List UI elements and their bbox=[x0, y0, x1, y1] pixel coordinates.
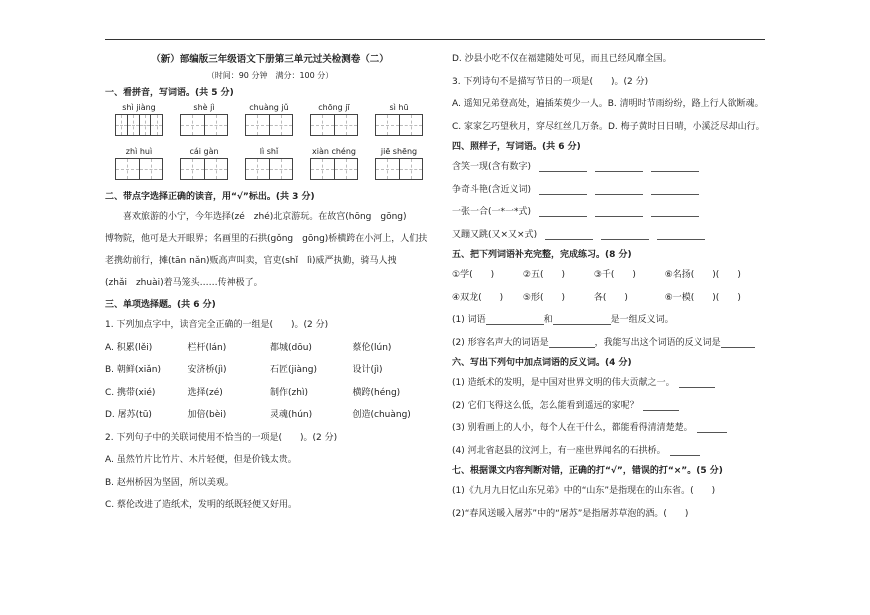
q2-option-a: A. 虽然竹片比竹片、木片轻便，但是价钱太贵。 bbox=[105, 455, 297, 465]
q-text: (2) 形容名声大的词语是 bbox=[452, 337, 549, 348]
section-1-heading: 一、看拼音，写词语。(共 5 分) bbox=[105, 88, 234, 98]
section-2-heading: 二、带点字选择正确的读音，用“√”标出。(共 3 分) bbox=[105, 192, 315, 202]
q3-options-ab: A. 遥知兄弟登高处，遍插茱萸少一人。B. 清明时节雨纷纷，路上行人欲断魂。 bbox=[452, 99, 764, 109]
tian-grid-cell[interactable] bbox=[311, 115, 335, 135]
antonym-item bbox=[452, 372, 764, 395]
answer-blank[interactable] bbox=[553, 314, 611, 325]
fill-item: ①学( ) bbox=[452, 270, 495, 280]
exam-info: （时间：90 分钟 满分：100 分） bbox=[206, 71, 334, 80]
tian-grid-cell[interactable] bbox=[335, 159, 358, 179]
section-6-heading: 六、写出下列句中加点词语的反义词。(4 分) bbox=[452, 358, 632, 368]
pinyin-group bbox=[180, 146, 228, 186]
answer-blank[interactable] bbox=[549, 337, 595, 348]
tian-grid-cell[interactable] bbox=[151, 115, 162, 135]
answer-blank[interactable] bbox=[539, 161, 587, 172]
q1-option-row bbox=[105, 404, 435, 427]
pinyin-group bbox=[375, 146, 423, 186]
section-4-heading: 四、照样子，写词语。(共 6 分) bbox=[452, 142, 581, 152]
pinyin-group bbox=[115, 146, 163, 186]
tian-grid-cell[interactable] bbox=[246, 115, 270, 135]
option-word: 安济桥(jì) bbox=[187, 365, 227, 375]
pinyin-group bbox=[310, 146, 358, 186]
writing-grid[interactable] bbox=[310, 114, 358, 136]
option-word: 设计(jì) bbox=[352, 365, 383, 375]
question-1: 1. 下列加点字中，读音完全正确的一组是( )。(2 分) bbox=[105, 320, 329, 330]
q-text: 和 bbox=[543, 315, 553, 325]
answer-blank[interactable] bbox=[651, 161, 699, 172]
answer-blank[interactable] bbox=[643, 400, 679, 411]
fill-question-2 bbox=[452, 332, 764, 355]
page-title: （新）部编版三年级语文下册第三单元过关检测卷（二） bbox=[151, 54, 389, 65]
answer-blank[interactable] bbox=[486, 314, 544, 325]
pinyin-label: cái gàn bbox=[189, 147, 219, 156]
section-2-paragraph bbox=[105, 206, 435, 294]
para-line: 喜欢旅游的小宁，今年选择(zé zhé)北京游玩。在故宫(hōng gōng) bbox=[123, 212, 407, 222]
pinyin-group bbox=[115, 102, 163, 142]
fill-item: 各( ) bbox=[593, 292, 628, 303]
answer-blank[interactable] bbox=[595, 184, 643, 195]
writing-grid[interactable] bbox=[180, 158, 228, 180]
option-word: 加倍(bèi) bbox=[187, 410, 227, 420]
q1-option-row bbox=[105, 382, 435, 405]
answer-blank[interactable] bbox=[670, 445, 700, 456]
answer-blank[interactable] bbox=[595, 161, 643, 172]
example-word: 一张一合(一*一*式) bbox=[452, 207, 532, 217]
q-text: (1) 造纸术的发明，是中国对世界文明的伟大贡献之一。 bbox=[452, 378, 675, 388]
q1-option-row bbox=[105, 359, 435, 382]
q2-option-b: B. 赵州桥因为坚固，所以美观。 bbox=[105, 477, 234, 488]
q-text: 是一组反义词。 bbox=[610, 315, 674, 325]
option-word: 都城(dōu) bbox=[270, 342, 312, 353]
tian-grid-cell[interactable] bbox=[311, 159, 335, 179]
writing-grid[interactable] bbox=[245, 114, 293, 136]
answer-blank[interactable] bbox=[697, 422, 727, 433]
judge-item: (1)《九月九日忆山东兄弟》中的“山东”是指现在的山东省。( ) bbox=[452, 486, 716, 496]
pinyin-label: xiàn chéng bbox=[311, 147, 356, 156]
option-word: 石匠(jiàng) bbox=[270, 365, 317, 375]
fill-question-1 bbox=[452, 309, 764, 332]
pinyin-label: lì shǐ bbox=[259, 147, 279, 156]
tian-grid-cell[interactable] bbox=[400, 159, 423, 179]
question-3: 3. 下列诗句不是描写节日的一项是( )。(2 分) bbox=[452, 76, 649, 87]
answer-blank[interactable] bbox=[539, 206, 587, 217]
tian-grid-cell[interactable] bbox=[270, 159, 293, 179]
writing-grid[interactable] bbox=[115, 114, 163, 136]
option-word: 选择(zé) bbox=[187, 387, 223, 398]
pinyin-label: zhì huì bbox=[125, 147, 153, 156]
writing-grid[interactable] bbox=[375, 114, 423, 136]
pinyin-group bbox=[310, 102, 358, 142]
q-text: (1) 词语 bbox=[452, 315, 486, 325]
q-text: (2) 它们飞得这么低，怎么能看到遥远的家呢？ bbox=[452, 400, 639, 411]
q2-option-d: D. 沙县小吃不仅在福建随处可见，而且已经风靡全国。 bbox=[452, 54, 672, 64]
tian-grid-cell[interactable] bbox=[205, 115, 228, 135]
answer-blank[interactable] bbox=[721, 337, 755, 348]
tian-grid-cell[interactable] bbox=[376, 159, 400, 179]
q3-options-cd: C. 家家乞巧望秋月，穿尽红丝几万条。D. 梅子黄时日日晴，小溪泛尽却山行。 bbox=[452, 121, 765, 132]
pinyin-label: chōng jī bbox=[318, 103, 350, 112]
tian-grid-cell[interactable] bbox=[181, 115, 205, 135]
tian-grid-cell[interactable] bbox=[181, 159, 205, 179]
pinyin-group bbox=[375, 102, 423, 142]
tian-grid-cell[interactable] bbox=[140, 115, 152, 135]
q-text: (3) 别看画上的人小，每个人在干什么，都能看得清清楚楚。 bbox=[452, 423, 693, 433]
option-word: 蔡伦(lún) bbox=[352, 342, 392, 353]
pinyin-label: sì hū bbox=[389, 103, 409, 112]
pinyin-group bbox=[180, 102, 228, 142]
pinyin-group bbox=[245, 146, 293, 186]
option-word: 创造(chuàng) bbox=[352, 410, 411, 420]
tian-grid-cell[interactable] bbox=[376, 115, 400, 135]
example-word: 争奇斗艳(含近义词) bbox=[452, 184, 532, 195]
tian-grid-cell[interactable] bbox=[116, 115, 128, 135]
q1-option-row bbox=[105, 337, 435, 360]
top-rule bbox=[105, 39, 765, 40]
fill-item: ②五( ) bbox=[522, 270, 565, 280]
antonym-item bbox=[452, 440, 764, 463]
option-word: 灵魂(hún) bbox=[270, 410, 313, 420]
writing-grid[interactable] bbox=[375, 158, 423, 180]
question-2: 2. 下列句子中的关联词使用不恰当的一项是( )。(2 分) bbox=[105, 432, 338, 443]
option-word: D. 屠苏(tū) bbox=[105, 410, 152, 420]
antonym-item bbox=[452, 395, 764, 418]
pinyin-label: jiē shēng bbox=[380, 147, 418, 156]
antonym-item bbox=[452, 417, 764, 440]
writing-grid[interactable] bbox=[180, 114, 228, 136]
fill-item: ④双龙( ) bbox=[452, 292, 504, 303]
section-5-heading: 五、把下列词语补充完整，完成练习。(8 分) bbox=[452, 250, 632, 260]
para-line: 老携幼前行，摊(tān nǎn)贩高声叫卖，官吏(shǐ lì)威严执勤，骑马人拽 bbox=[105, 256, 397, 266]
option-word: C. 携带(xié) bbox=[105, 387, 156, 398]
fill-item: ⑤形( ) bbox=[522, 292, 565, 303]
option-word: 横跨(héng) bbox=[352, 387, 401, 398]
answer-blank[interactable] bbox=[651, 184, 699, 195]
example-word: 又蹦又跳(又×又×式) bbox=[452, 229, 538, 240]
imitate-row bbox=[452, 224, 764, 247]
fill-item: ⑥一模( )( ) bbox=[664, 292, 741, 303]
tian-grid-cell[interactable] bbox=[270, 115, 293, 135]
pinyin-label: shì jiàng bbox=[122, 103, 156, 112]
fill-row-b bbox=[452, 287, 764, 310]
q-text: (4) 河北省赵县的汶河上，有一座世界闻名的石拱桥。 bbox=[452, 445, 666, 456]
tian-grid-cell[interactable] bbox=[116, 159, 140, 179]
imitate-row bbox=[452, 179, 764, 202]
option-word: 制作(zhì) bbox=[270, 387, 308, 398]
pinyin-label: shè jì bbox=[193, 103, 215, 112]
fill-item: ③千( ) bbox=[593, 270, 636, 280]
answer-blank[interactable] bbox=[595, 206, 643, 217]
q-text: ，我能写出这个词语的反义词是 bbox=[594, 337, 721, 348]
tian-grid-cell[interactable] bbox=[246, 159, 270, 179]
section-7-heading: 七、根据课文内容判断对错，正确的打“√”，错误的打“×”。(5 分) bbox=[452, 466, 723, 476]
para-line: 博物院，他可是大开眼界；名画里的石拱(gǒng gōng)桥横跨在小河上，人们扶 bbox=[105, 234, 428, 244]
tian-grid-cell[interactable] bbox=[400, 115, 423, 135]
pinyin-row-2 bbox=[105, 146, 435, 186]
imitate-row bbox=[452, 156, 764, 179]
left-column bbox=[105, 52, 435, 517]
option-word: A. 积累(lěi) bbox=[105, 342, 153, 353]
option-word: B. 朝鲜(xiǎn) bbox=[105, 365, 161, 375]
writing-grid[interactable] bbox=[245, 158, 293, 180]
example-word: 含笑一现(含有数字) bbox=[452, 162, 532, 172]
answer-blank[interactable] bbox=[651, 206, 699, 217]
pinyin-row-1 bbox=[105, 102, 435, 142]
tian-grid-cell[interactable] bbox=[128, 115, 140, 135]
fill-item: ⑥名扬( )( ) bbox=[664, 270, 741, 280]
tian-grid-cell[interactable] bbox=[205, 159, 228, 179]
tian-grid-cell[interactable] bbox=[335, 115, 358, 135]
option-word: 栏杆(lán) bbox=[187, 342, 227, 353]
imitate-row bbox=[452, 201, 764, 224]
answer-blank[interactable] bbox=[539, 184, 587, 195]
pinyin-group bbox=[245, 102, 293, 142]
para-line: (zhǎi zhuài)着马笼头……传神极了。 bbox=[105, 278, 263, 288]
writing-grid[interactable] bbox=[115, 158, 163, 180]
answer-blank[interactable] bbox=[679, 377, 715, 388]
question-1-options bbox=[105, 337, 435, 427]
q2-option-c: C. 蔡伦改进了造纸术，发明的纸既轻便又好用。 bbox=[105, 500, 298, 510]
fill-row-a bbox=[452, 264, 764, 287]
judge-item: (2)“春风送暖入屠苏”中的“屠苏”是指屠苏草泡的酒。( ) bbox=[452, 508, 689, 519]
answer-blank[interactable] bbox=[657, 229, 705, 240]
answer-blank[interactable] bbox=[545, 229, 593, 240]
answer-blank[interactable] bbox=[601, 229, 649, 240]
right-column bbox=[452, 52, 764, 525]
tian-grid-cell[interactable] bbox=[140, 159, 163, 179]
section-3-heading: 三、单项选择题。(共 6 分) bbox=[105, 300, 216, 310]
writing-grid[interactable] bbox=[310, 158, 358, 180]
pinyin-label: chuàng jǔ bbox=[249, 103, 289, 112]
